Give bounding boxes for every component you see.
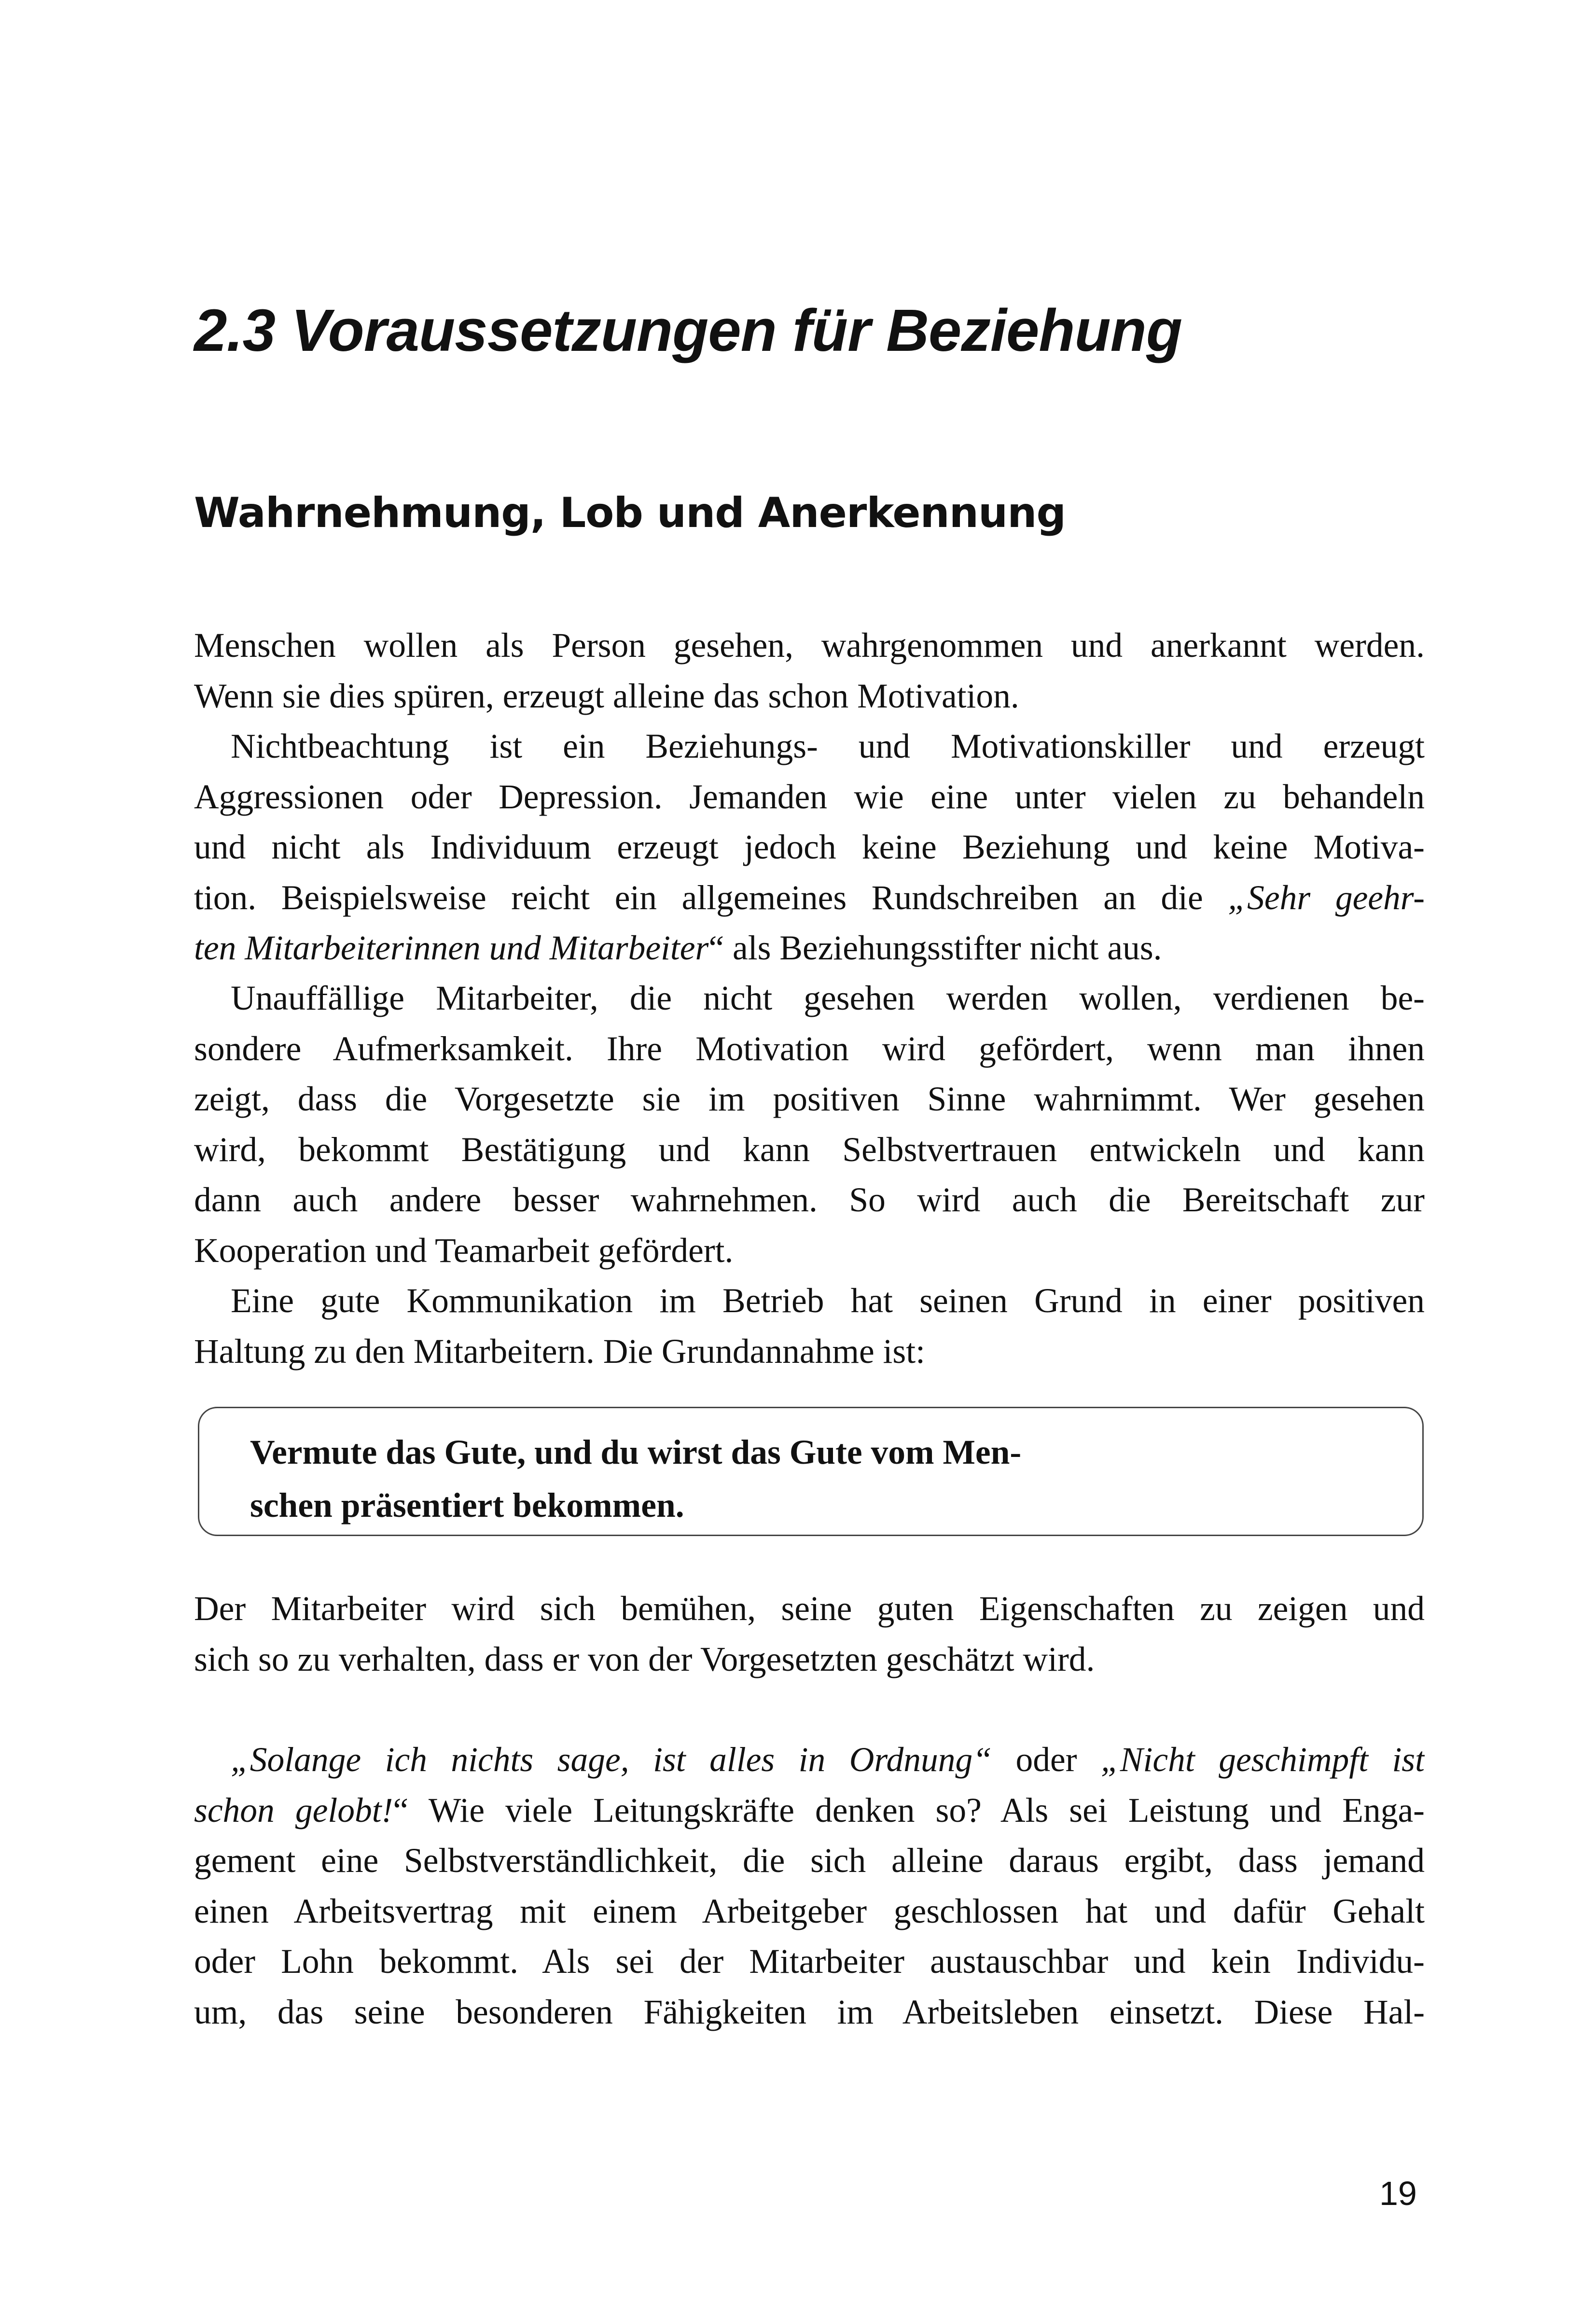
- text-line: Kooperation und Teamarbeit gefördert.: [194, 1231, 734, 1270]
- text-line: einen Arbeitsvertrag mit einem Arbeitgeber geschlossen hat und dafür Gehalt: [194, 1892, 1425, 1930]
- italic-text: schon gelobt!: [194, 1791, 393, 1830]
- text-line: Eine gute Kommunikation im Betrieb hat seinen Grund in einer positiven: [231, 1282, 1425, 1320]
- text-line: „Solange ich nichts sage, ist alles in Ordnung“ oder „Nicht geschimpft ist: [231, 1741, 1425, 1779]
- paragraph-6: [194, 1735, 1425, 2038]
- italic-text: „Nicht geschimpft ist: [1101, 1741, 1425, 1779]
- text-line: ten Mitarbeiterinnen und Mitarbeiter“ als Beziehungsstifter nicht aus.: [194, 929, 1162, 967]
- chapter-title: 2.3 Voraussetzungen für Beziehung: [194, 298, 1182, 364]
- text-line: oder Lohn bekommt. Als sei der Mitarbeiter austauschbar und kein Individu-: [194, 1942, 1425, 1981]
- paragraph-1: [194, 621, 1425, 721]
- text-line: Wenn sie dies spüren, erzeugt alleine das schon Motivation.: [194, 677, 1019, 715]
- text-line: Nichtbeachtung ist ein Beziehungs- und Motivationskiller und erzeugt: [231, 727, 1425, 765]
- text-line: Haltung zu den Mitarbeitern. Die Grundannahme ist:: [194, 1332, 925, 1371]
- text-line: Der Mitarbeiter wird sich bemühen, seine guten Eigenschaften zu zeigen und: [194, 1590, 1425, 1628]
- section-title: Wahrnehmung, Lob und Anerkennung: [194, 489, 1066, 537]
- paragraph-4: [194, 1276, 1425, 1377]
- text-line: wird, bekommt Bestätigung und kann Selbstvertrauen entwickeln und kann: [194, 1130, 1425, 1169]
- text-line: sich so zu verhalten, dass er von der Vorgesetzten geschätzt wird.: [194, 1640, 1095, 1678]
- callout-text: [250, 1426, 1167, 1532]
- text-line: und nicht als Individuum erzeugt jedoch keine Beziehung und keine Motiva-: [194, 828, 1425, 866]
- paragraph-2: [194, 721, 1425, 974]
- text-line: Aggressionen oder Depression. Jemanden wie eine unter vielen zu behandeln: [194, 777, 1425, 816]
- text-line: sondere Aufmerksamkeit. Ihre Motivation wird gefördert, wenn man ihnen: [194, 1029, 1425, 1068]
- text-line: Menschen wollen als Person gesehen, wahrgenommen und anerkannt werden.: [194, 626, 1425, 665]
- text-line: schon gelobt!“ Wie viele Leitungskräfte denken so? Als sei Leistung und Enga-: [194, 1791, 1425, 1830]
- italic-text: „Sehr geehr-: [1228, 878, 1425, 917]
- text-line: gement eine Selbstverständlichkeit, die sich alleine daraus ergibt, dass jemand: [194, 1842, 1425, 1880]
- text-line: tion. Beispielsweise reicht ein allgemeines Rundschreiben an die „Sehr geehr-: [194, 878, 1425, 917]
- italic-text: „Solange ich nichts sage, ist alles in Ordnung“: [231, 1741, 992, 1779]
- text-line: zeigt, dass die Vorgesetzte sie im positiven Sinne wahrnimmt. Wer gesehen: [194, 1080, 1425, 1118]
- paragraph-3: [194, 973, 1425, 1276]
- text-line: dann auch andere besser wahrnehmen. So wird auch die Bereitschaft zur: [194, 1181, 1425, 1219]
- text-line: Unauffällige Mitarbeiter, die nicht gesehen werden wollen, verdienen be-: [231, 979, 1425, 1017]
- page-number: 19: [1379, 2175, 1417, 2212]
- text-line: um, das seine besonderen Fähigkeiten im Arbeitsleben einsetzt. Diese Hal-: [194, 1993, 1425, 2031]
- italic-text: ten Mitarbeiterinnen und Mitarbeiter: [194, 929, 709, 967]
- callout-line: schen präsentiert bekommen.: [250, 1486, 684, 1525]
- callout-line: Vermute das Gute, und du wirst das Gute vom Men-: [250, 1433, 1022, 1471]
- paragraph-5: [194, 1584, 1425, 1685]
